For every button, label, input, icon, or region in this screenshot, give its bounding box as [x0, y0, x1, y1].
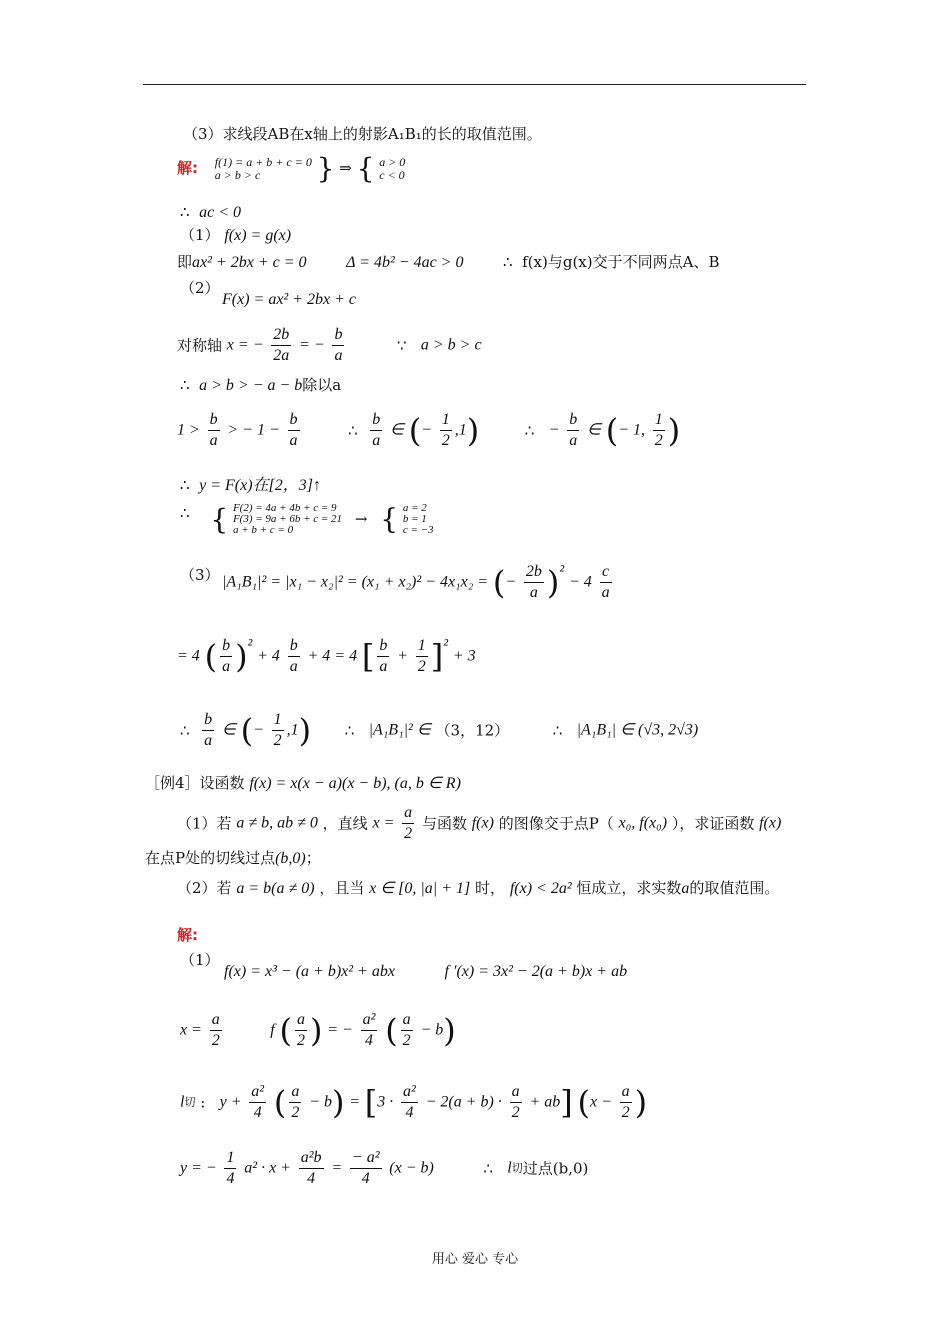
- system-1-right: a > 0 c < 0: [379, 155, 406, 182]
- part2-label: （2）: [180, 279, 220, 297]
- part3-label: （3）: [180, 566, 220, 584]
- tangent-simplified: y = − $\frac{1}{4}$ a² · x + $\frac{\text{a²b}}{4}$ = $\frac{\text{− a²}}{4}$ (x − b) ∴ l切过点(b,0): [180, 1149, 589, 1187]
- increasing-line: ∴ y = F(x)在[2，3]↑: [180, 476, 321, 494]
- solution-label: 解:: [177, 159, 198, 177]
- system-1-left: f(1) = a + b + c = 0 a > b > c: [214, 155, 312, 182]
- fa2-line: x = $\frac{a}{2}$ f ( $\frac{a}{2}$ ) = − $\frac{\text{a²}}{4}$ ( $\frac{a}{2}$ − b): [180, 1011, 456, 1050]
- page-footer: 用心 爱心 专心: [431, 1252, 519, 1267]
- example4-part1-cont: 在点P处的切线过点(b,0)；: [145, 849, 321, 867]
- final-range-line: ∴ $\frac{b}{a}$ ∈ (− $\frac{1}{2}$ ,1) ∴ |A₁B₁|² ∈ （3，12） ∴ |A₁B₁| ∈ (√3, 2√3): [180, 711, 699, 750]
- implies-symbol: ⇒: [339, 159, 352, 177]
- right-brace: }: [316, 152, 335, 185]
- solution-label-2: 解:: [177, 926, 198, 944]
- ratio-range-line: 1 > $\frac{b}{a}$ > − 1 − $\frac{b}{a}$ ∴ $\frac{b}{a}$ ∈ (− $\frac{1}{2}$ ,1) ∴ − $\frac{b}{a}$ ∈ (− 1, $\frac{1}{2}$ ): [177, 411, 681, 450]
- inequality-line: ∴ a > b > − a − b除以a: [180, 376, 342, 394]
- tangent-line-equation: l切 : y + $\frac{\text{a²}}{4}$ ( $\frac{a}{2}$ − b) = [3 · $\frac{\text{a²}}{4}$ − 2(a + b) · $\frac{a}{2}$ + ab] (x − $\frac{a}{2}$ ): [180, 1083, 648, 1122]
- completed-square-line: = 4 ( $\frac{b}{a}$ )² + 4 $\frac{b}{a}$ + 4 = 4 [ $\frac{b}{a}$ + $\frac{1}{2}$ ]² + 3: [177, 637, 476, 676]
- part1-line: （1） f(x) = g(x): [180, 226, 292, 244]
- system-2-line: ∴ { F(2) = 4a + 4b + c = 9 F(3) = 9a + 6b + c = 21 a + b + c = 0 → { a = 2 b = 1 c = −3: [180, 502, 434, 536]
- fx-expansion: f(x) = x³ − (a + b)x² + abx f ′(x) = 3x² − 2(a + b)x + ab: [224, 963, 628, 980]
- q3-title: （3）求线段AB在x轴上的射影A₁B₁的长的取值范围。: [183, 125, 542, 143]
- projection-length-squared: |A₁B₁|² = |x₁ − x₂|² = (x₁ + x₂)² − 4x₁x₂ = (− $\frac{2b}{a}$ )² − 4 $\frac{c}{a}$: [222, 563, 610, 602]
- example4-part2: （2）若 a = b(a ≠ 0) ，且当 x ∈ [0, |a| + 1] 时， f(x) < 2a² 恒成立，求实数a的取值范围。: [177, 879, 780, 897]
- symmetry-axis-line: 对称轴 x = − $\frac{2b}{2a}$ = − $\frac{b}{a}$ ∵ a > b > c: [177, 326, 482, 364]
- ac-negative-line: ∴ ac < 0: [180, 203, 241, 221]
- Fx-definition: F(x) = ax² + 2bx + c: [222, 291, 357, 308]
- left-brace: {: [356, 152, 375, 185]
- example4-part1: （1）若 a ≠ b, ab ≠ 0 ，直线 x = $\frac{a}{2}$ 与函数 f(x) 的图像交于点P（ x₀, f(x₀) ），求证函数 f(x): [177, 804, 782, 842]
- solution-block-1: [177, 152, 406, 185]
- solution2-part1-label: （1）: [180, 951, 220, 969]
- example4-title: ［例4］设函数 f(x) = x(x − a)(x − b), (a, b ∈ R): [145, 774, 461, 792]
- quadratic-line: 即ax² + 2bx + c = 0 Δ = 4b² − 4ac > 0 ∴ f(x)与g(x)交于不同两点A、B: [177, 253, 720, 271]
- header-rule: [143, 84, 806, 85]
